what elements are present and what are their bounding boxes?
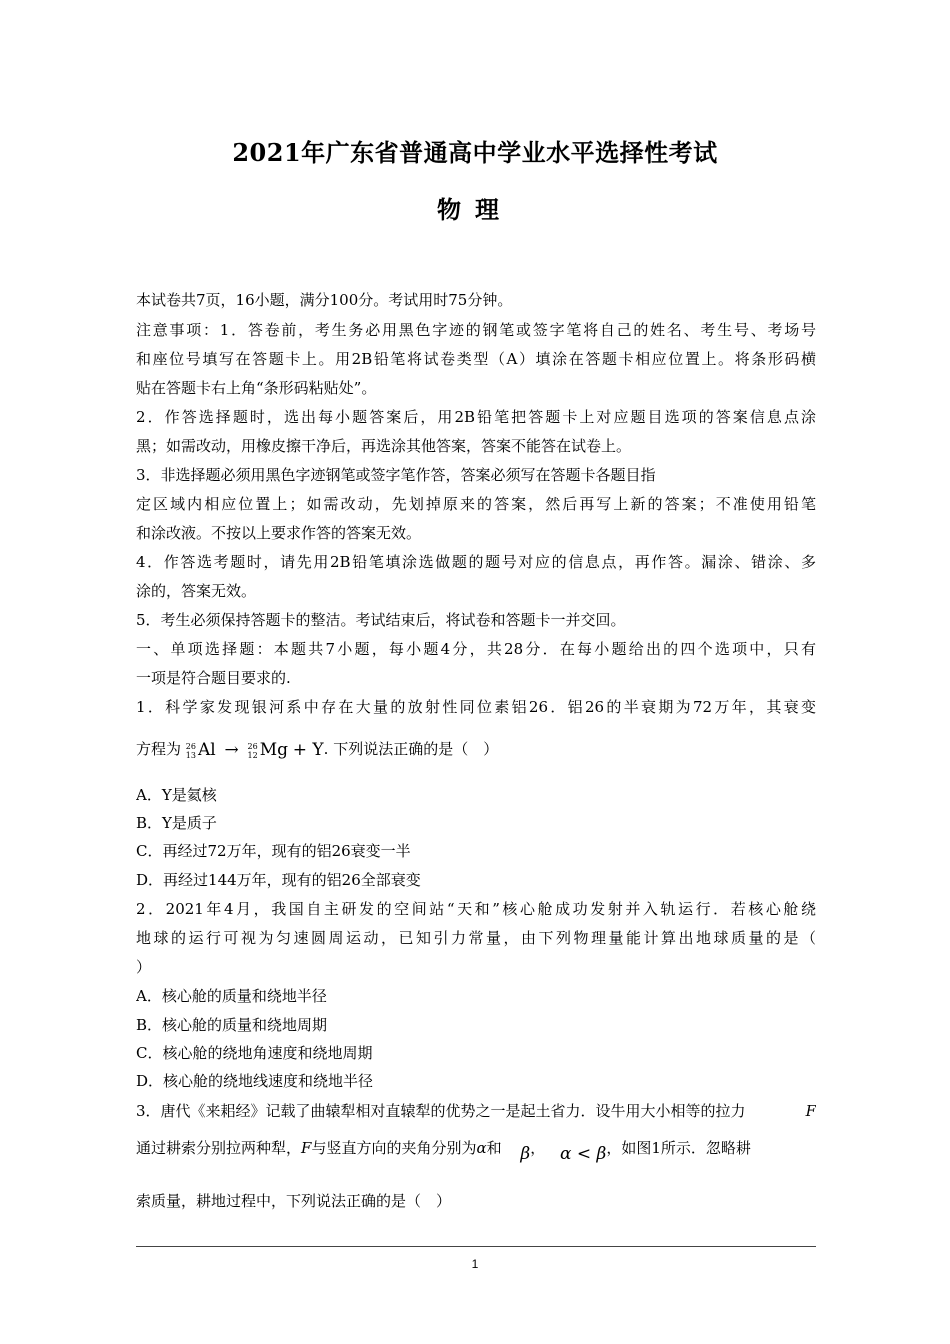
q3-line-2-text-a: 通过耕索分别拉两种犁， (136, 1139, 302, 1157)
al-mass-number: 26 (185, 741, 196, 751)
q3-and: 和 (486, 1139, 502, 1157)
note-1-line-1: 注意事项：1．答卷前，考生务必用黑色字迹的钢笔或签字笔将自己的姓名、考生号、考场号 (136, 321, 816, 339)
q3-line-1-text: 3．唐代《来耜经》记载了曲辕犁相对直辕犁的优势之一是起土省力．设牛用大小相等的拉力 (136, 1102, 746, 1120)
q2-option-a: A．核心舱的质量和绕地半径 (136, 987, 327, 1005)
question-3-line-2 (136, 1134, 816, 1168)
question-1-stem: 1．科学家发现银河系中存在大量的放射性同位素铝26．铝26的半衰期为72万年，其衰变 (136, 698, 816, 716)
q3-line-2-text-b: 与竖直方向的夹角分别为 (311, 1139, 477, 1157)
section-heading-line-1: 一、单项选择题：本题共7小题，每小题4分，共28分．在每小题给出的四个选项中，只有 (136, 640, 816, 658)
q2-option-b: B．核心舱的质量和绕地周期 (136, 1016, 328, 1034)
q1-option-c: C．再经过72万年，现有的铝26衰变一半 (136, 842, 411, 860)
reaction-arrow: → (224, 740, 239, 760)
beta-symbol: β (520, 1144, 531, 1164)
question-1-equation-line (136, 735, 498, 764)
note-3-line-1: 3．非选择题必须用黑色字迹钢笔或签字笔作答，答案必须写在答题卡各题目指 (136, 466, 656, 484)
note-1-line-2: 和座位号填写在答题卡上。用2B铅笔将试卷类型（A）填涂在答题卡相应位置上。将条形码横 (136, 350, 816, 368)
equation-prefix: 方程为 (136, 740, 182, 758)
note-1-line-3: 贴在答题卡右上角“条形码粘贴处”。 (136, 379, 377, 397)
q2-option-c: C．核心舱的绕地角速度和绕地周期 (136, 1044, 373, 1062)
force-symbol: F (805, 1102, 816, 1120)
page-number: 1 (471, 1257, 479, 1271)
magnesium-nuclide (248, 736, 288, 764)
mg-mass-number: 26 (247, 741, 258, 751)
note-2-line-2: 黑；如需改动，用橡皮擦干净后，再选涂其他答案，答案不能答在试卷上。 (136, 437, 632, 455)
subject-title: 物理 (437, 195, 513, 224)
note-5-line-1: 5．考生必须保持答题卡的整洁。考试结束后，将试卷和答题卡一并交回。 (136, 611, 626, 629)
q1-option-d: D．再经过144万年，现有的铝26全部衰变 (136, 871, 421, 889)
question-3-line-3: 索质量，耕地过程中，下列说法正确的是（ ） (136, 1192, 452, 1210)
exam-title: 2021年广东省普通高中学业水平选择性考试 (232, 138, 718, 167)
note-2-line-1: 2．作答选择题时，选出每小题答案后，用2B铅笔把答题卡上对应题目选项的答案信息点涂 (136, 408, 816, 426)
al-symbol: Al (197, 740, 216, 760)
mg-symbol: Mg (259, 740, 288, 760)
question-2-stem-line-2: 地球的运行可视为匀速圆周运动，已知引力常量，由下列物理量能计算出地球质量的是（ (136, 929, 816, 947)
alpha-symbol: α (476, 1139, 487, 1157)
al-atomic-number: 13 (185, 750, 196, 760)
equation-suffix: . 下列说法正确的是（ ） (323, 740, 499, 758)
q1-option-a: A．Y是氦核 (136, 786, 217, 804)
note-3-line-2: 定区域内相应位置上；如需改动，先划掉原来的答案，然后再写上新的答案；不准使用铅笔 (136, 495, 816, 513)
footer-divider (136, 1246, 816, 1247)
q2-option-d: D．核心舱的绕地线速度和绕地半径 (136, 1072, 374, 1090)
plus-y: + Y (292, 740, 324, 760)
note-3-line-3: 和涂改液。不按以上要求作答的答案无效。 (136, 524, 422, 542)
q1-option-b: B．Y是质子 (136, 814, 217, 832)
mg-atomic-number: 12 (247, 750, 258, 760)
q3-line-2-text-c: ，如图1所示．忽略耕 (606, 1139, 751, 1157)
section-heading-line-2: 一项是符合题目要求的. (136, 669, 291, 687)
question-2-stem-line-3: ） (136, 958, 152, 976)
question-3-line-1 (136, 1101, 816, 1121)
note-4-line-2: 涂的，答案无效。 (136, 582, 257, 600)
question-2-stem-line-1: 2．2021年4月，我国自主研发的空间站“天和”核心舱成功发射并入轨运行．若核心舱绕 (136, 900, 816, 918)
intro-text: 本试卷共7页，16小题，满分100分。考试用时75分钟。 (136, 291, 513, 309)
note-4-line-1: 4．作答选考题时，请先用2B铅笔填涂选做题的题号对应的信息点，再作答。漏涂、错涂、多 (136, 553, 816, 571)
force-symbol-2: F (301, 1139, 312, 1157)
alpha-less-beta: α < β (560, 1144, 607, 1164)
aluminum-nuclide (186, 736, 216, 764)
q3-sep: ， (530, 1139, 546, 1157)
